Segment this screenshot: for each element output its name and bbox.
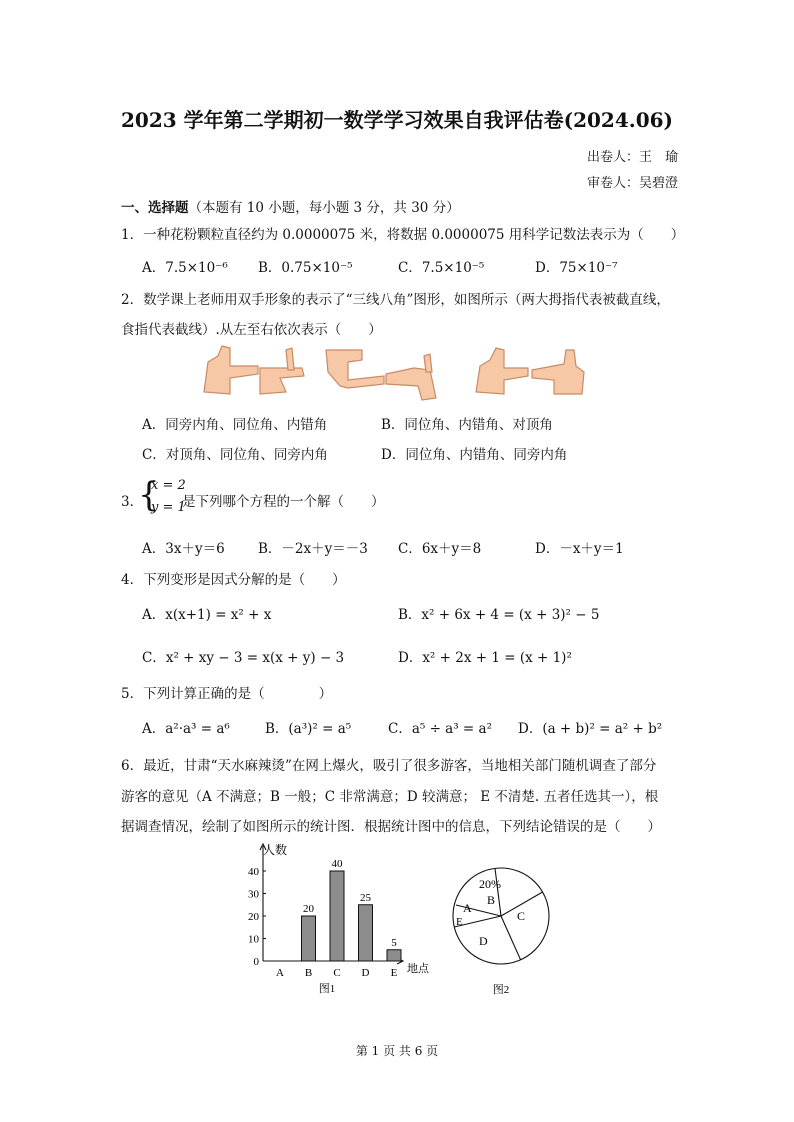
bar-chart-caption: 图1 — [318, 983, 336, 995]
q1-option-c[interactable]: C．7.5×10⁻⁵ — [398, 260, 485, 276]
bar-chart-category-label: D — [361, 967, 370, 979]
pie-annotation-percent: 20% — [479, 877, 501, 891]
hands-illustration-3 — [470, 342, 590, 398]
bar-chart-xlabel: 地点 — [407, 963, 429, 975]
pie-label-c: C — [517, 909, 526, 923]
bar-chart-ytick-label: 30 — [248, 888, 259, 901]
bar-chart-value-label: 25 — [360, 891, 371, 904]
page-title: 2023 学年第二学期初一数学学习效果自我评估卷(2024.06) — [120, 108, 673, 132]
hands-illustration-2 — [322, 346, 442, 404]
bar-chart-category-label: E — [390, 967, 398, 979]
bar-chart-axes — [248, 844, 403, 979]
bar-chart-ytick-label: 20 — [248, 911, 259, 923]
q5-option-a[interactable]: A．a²·a³ = a⁶ — [142, 721, 230, 737]
q5-option-c[interactable]: C．a⁵ ÷ a³ = a² — [388, 721, 492, 737]
q5-option-d[interactable]: D．(a + b)² = a² + b² — [518, 721, 663, 737]
bar-chart-value-label: 5 — [391, 936, 397, 949]
bar-chart-bars — [302, 858, 402, 961]
bar-chart-bar — [330, 871, 344, 961]
pie-chart-caption: 图2 — [492, 984, 510, 996]
question-1-stem: 1．一种花粉颗粒直径约为 0.0000075 米，将数据 0.0000075 用科学记数法表示为（ ） — [121, 227, 685, 243]
setter-name: 出卷人：王 瑜 — [587, 150, 679, 165]
q2-option-d[interactable]: D．同位角、内错角、同旁内角 — [381, 447, 568, 463]
section-note: （本题有 10 小题，每小题 3 分，共 30 分） — [188, 200, 460, 216]
system-eq-2: y = 1 — [151, 500, 186, 515]
question-6-stem-line2: 游客的意见（A 不满意；B 一般；C 非常满意；D 较满意； E 不清楚. 五者任选其一），根 — [121, 789, 659, 805]
pie-label-b: B — [487, 893, 496, 907]
question-3-number: 3． — [121, 494, 144, 510]
section-heading — [121, 196, 460, 216]
bar-chart-category-label: A — [276, 967, 284, 979]
q2-option-a[interactable]: A．同旁内角、同位角、内错角 — [142, 417, 328, 433]
q4-option-a[interactable]: A．x(x+1) = x² + x — [142, 607, 272, 623]
q3-option-a[interactable]: A．3x＋y＝6 — [142, 541, 225, 557]
q2-option-c[interactable]: C．对顶角、同位角、同旁内角 — [142, 447, 328, 463]
bar-chart-value-label: 20 — [303, 903, 314, 915]
question-2-stem-line2: 食指代表截线）.从左至右依次表示（ ） — [121, 322, 382, 338]
q4-option-b[interactable]: B．x² + 6x + 4 = (x + 3)² − 5 — [398, 607, 600, 623]
q3-option-c[interactable]: C．6x＋y＝8 — [398, 541, 482, 557]
page-footer: 第 1 页 共 6 页 — [355, 1044, 439, 1058]
q4-option-d[interactable]: D．x² + 2x + 1 = (x + 1)² — [398, 650, 572, 666]
bar-chart-ytick-label: 40 — [248, 866, 259, 878]
q1-option-a[interactable]: A．7.5×10⁻⁶ — [142, 260, 228, 276]
system-eq-1: x = 2 — [151, 478, 186, 493]
bar-chart-ytick-label: 0 — [253, 956, 259, 968]
question-6-stem-line3: 据调查情况，绘制了如图所示的统计图．根据统计图中的信息，下列结论错误的是（ ） — [121, 819, 661, 835]
question-4-stem: 4．下列变形是因式分解的是（ ） — [121, 572, 346, 588]
q3-option-b[interactable]: B．－2x＋y＝－3 — [258, 541, 368, 557]
bar-chart-bar — [387, 950, 401, 961]
q1-option-d[interactable]: D．75×10⁻⁷ — [535, 260, 618, 276]
system-brace: { — [138, 475, 160, 515]
reviewer-name: 审卷人：吴碧澄 — [587, 176, 679, 191]
question-6-stem-line1: 6．最近，甘肃“天水麻辣烫”在网上爆火，吸引了很多游客，当地相关部门随机调查了部分 — [121, 758, 657, 774]
q4-option-c[interactable]: C．x² + xy − 3 = x(x + y) − 3 — [142, 650, 345, 666]
pie-label-e: E — [456, 916, 463, 928]
section-title: 一、选择题 — [121, 200, 189, 216]
q5-option-b[interactable]: B．(a³)² = a⁵ — [265, 721, 352, 737]
bar-chart-bar — [302, 916, 316, 961]
pie-chart — [445, 850, 565, 1000]
bar-chart-category-label: B — [304, 967, 313, 979]
question-2-stem-line1: 2．数学课上老师用双手形象的表示了“三线八角”图形，如图所示（两大拇指代表被截直线， — [121, 292, 670, 308]
question-3-stem: 是下列哪个方程的一个解（ ） — [182, 494, 385, 510]
bar-chart-ytick-label: 10 — [248, 933, 259, 946]
question-5-stem: 5．下列计算正确的是（ ） — [121, 686, 333, 702]
hands-illustration-1 — [200, 342, 312, 398]
bar-chart-ylabel: 人数 — [263, 843, 288, 857]
bar-chart-bar — [359, 905, 373, 961]
pie-label-d: D — [479, 934, 488, 948]
bar-chart — [235, 840, 435, 1000]
q3-option-d[interactable]: D．－x＋y＝1 — [535, 541, 624, 557]
q1-option-b[interactable]: B．0.75×10⁻⁵ — [258, 260, 353, 276]
pie-label-a: A — [463, 901, 472, 915]
bar-chart-value-label: 40 — [331, 858, 343, 870]
q2-option-b[interactable]: B．同位角、内错角、对顶角 — [381, 417, 553, 433]
bar-chart-category-label: C — [333, 967, 341, 979]
